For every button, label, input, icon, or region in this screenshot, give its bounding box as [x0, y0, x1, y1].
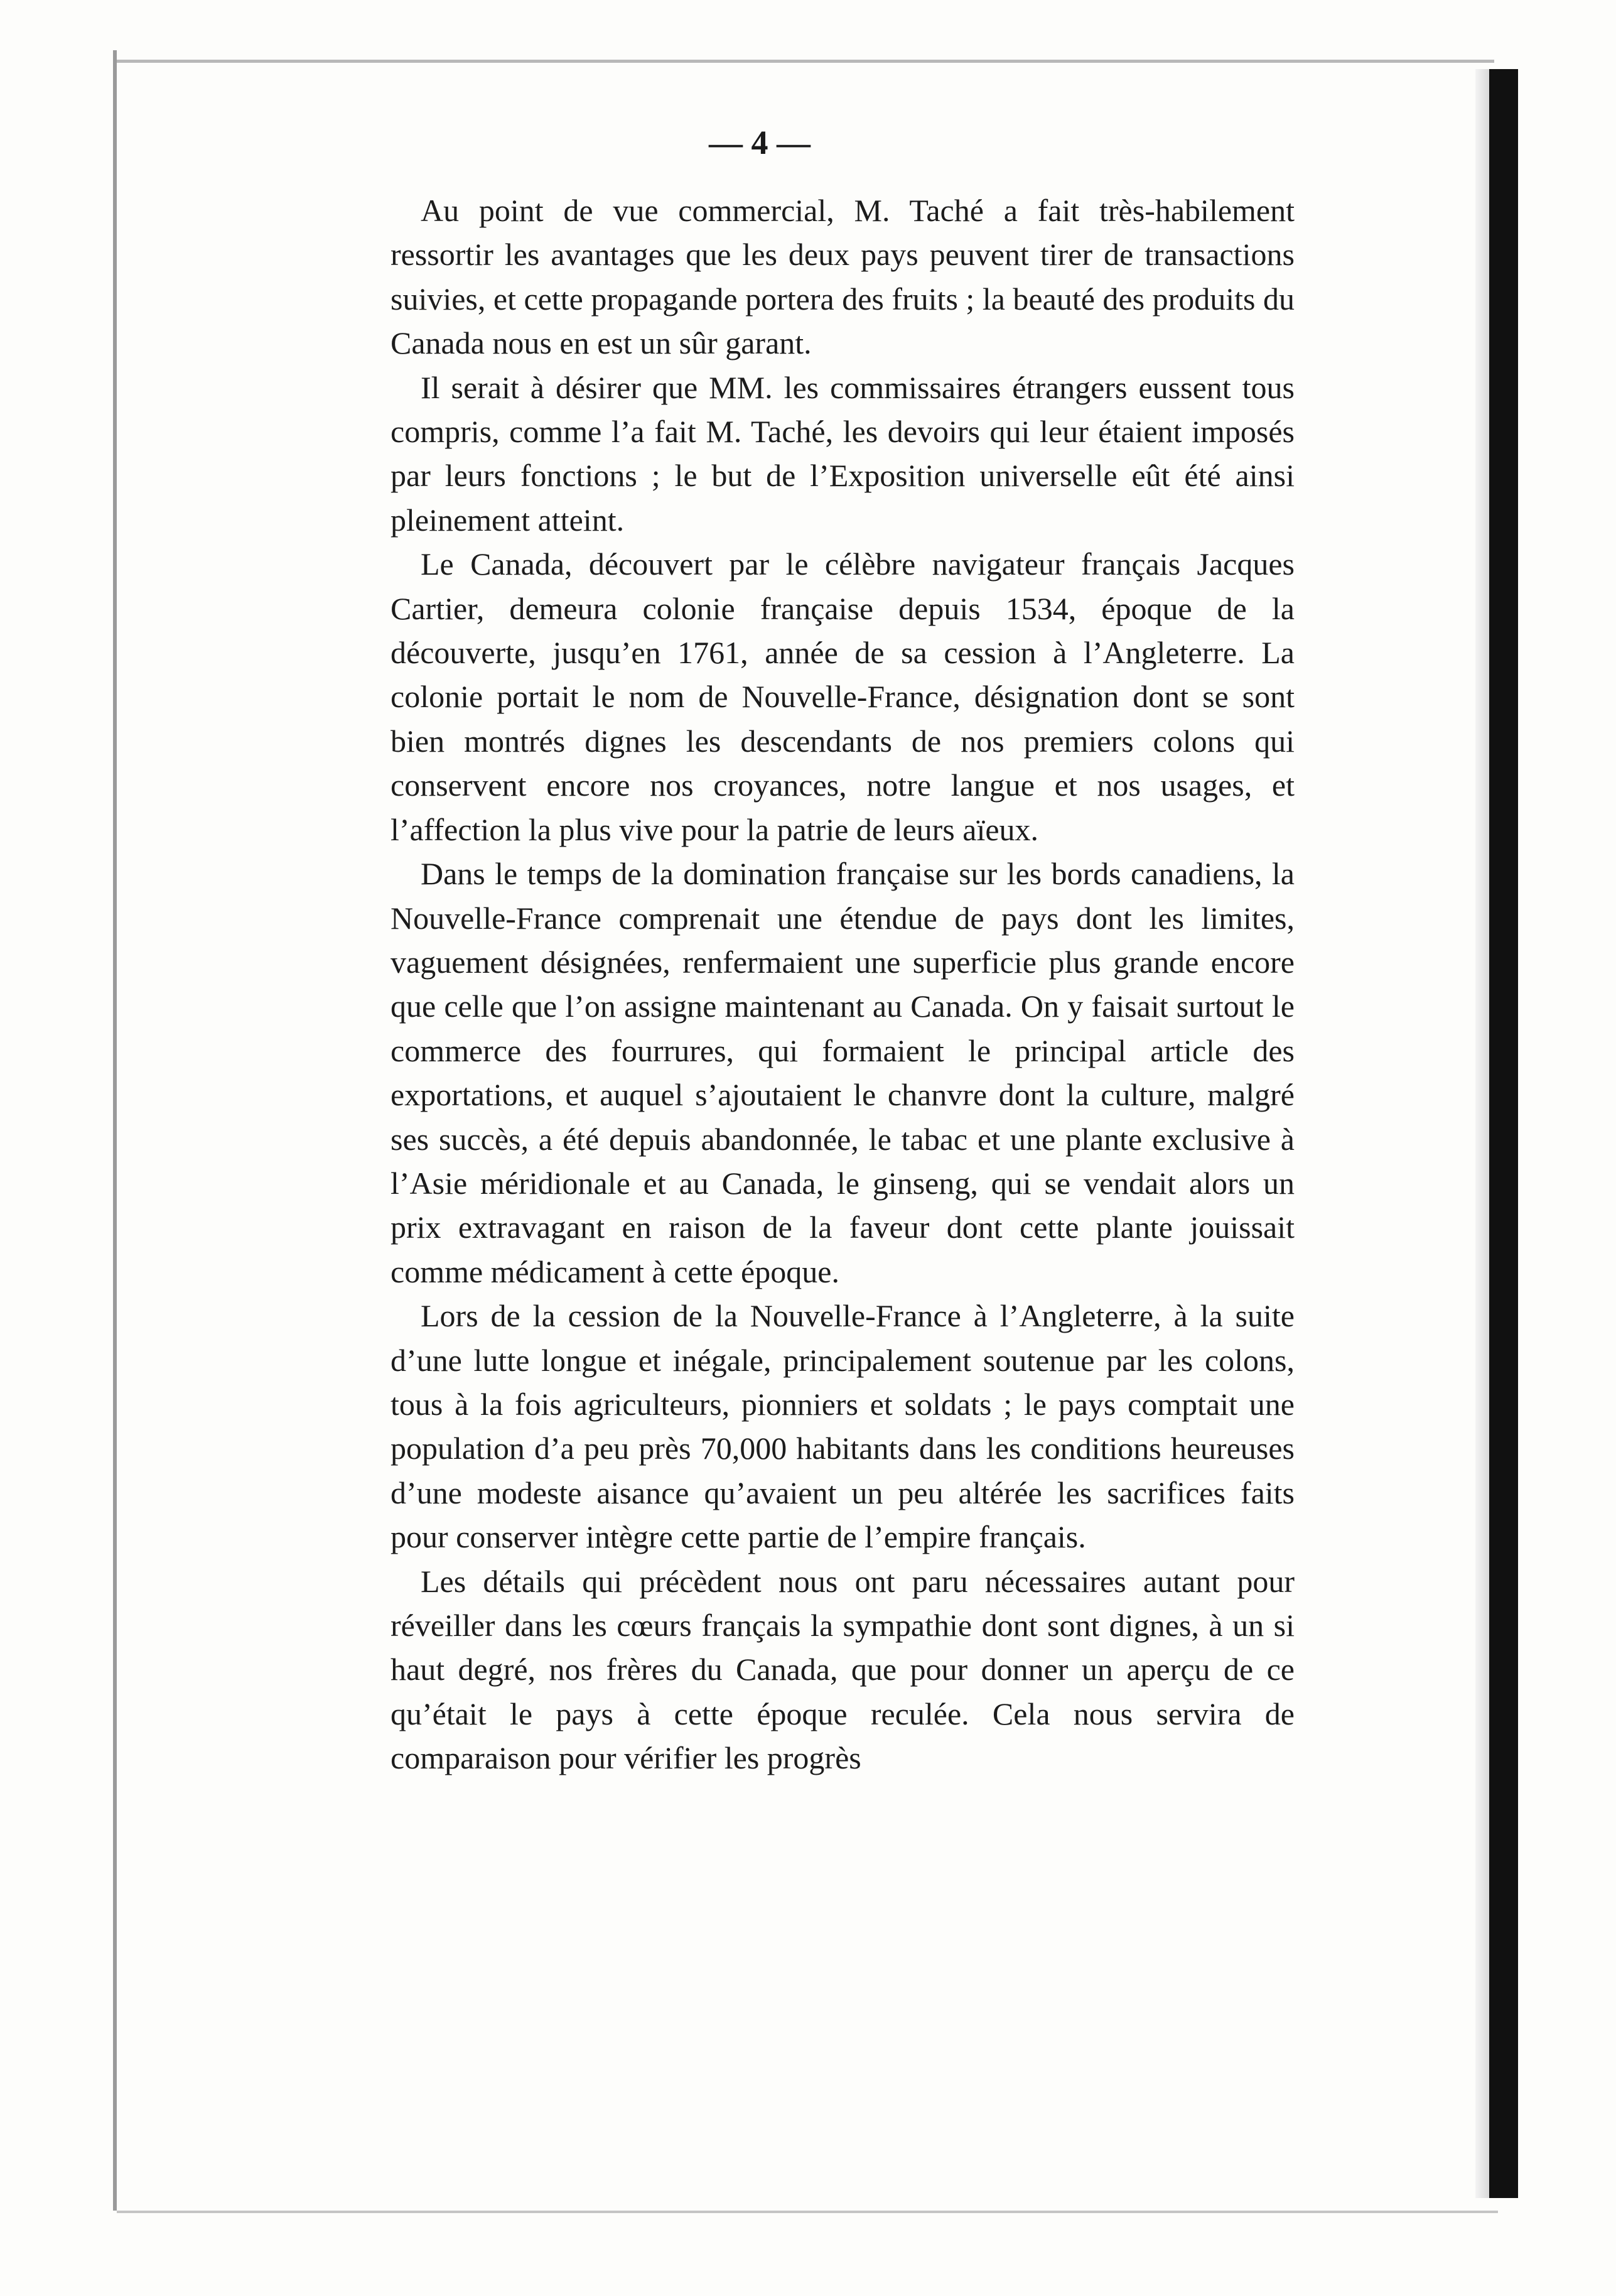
paragraph: Au point de vue commercial, M. Taché a fait très-habilement ressortir les avantages que les deux pays peuvent tirer de transactions suivies, et cette propagande portera des fruits ; la beauté des produits du Canada nous en est un sûr garant.: [391, 193, 1295, 361]
paragraph: Lors de la cession de la Nouvelle-France à l’Angleterre, à la suite d’une lutte longue et inégale, principalement soutenue par les colons, tous à la fois agriculteurs, pionniers et soldats ; le pays comptait une population d’a peu près 70,000 habitants dans les conditions heureuses d’une modeste aisance qu’avaient un peu altérée les sacrifices faits pour conserver intègre cette partie de l’empire français.: [391, 1298, 1295, 1555]
page-bottom-edge: [117, 2211, 1498, 2213]
page-top-edge: [113, 60, 1494, 63]
book-binding-edge: [1489, 69, 1518, 2198]
body-text: [391, 188, 1295, 1780]
paragraph: Dans le temps de la domination française sur les bords canadiens, la Nouvelle-France comprenait une étendue de pays dont les limites, vaguement désignées, renfermaient une superficie plus grande encore que celle que l’on assigne maintenant au Canada. On y faisait surtout le commerce des fourrures, qui formaient le principal article des exportations, et auquel s’ajoutaient le chanvre dont la culture, malgré ses succès, a été depuis abandonnée, le tabac et une plante exclusive à l’Asie méridionale et au Canada, le ginseng, qui se vendait alors un prix extravagant en raison de la faveur dont cette plante jouissait comme médicament à cette époque.: [391, 856, 1295, 1289]
page-number: — 4 —: [709, 124, 811, 161]
page-left-edge: [113, 50, 117, 2211]
paragraph: Le Canada, découvert par le célèbre navigateur français Jacques Cartier, demeura colonie française depuis 1534, époque de la découverte, jusqu’en 1761, année de sa cession à l’Angleterre. La colonie portait le nom de Nouvelle-France, désignation dont se sont bien montrés dignes les descendants de nos premiers colons qui conservent encore nos croyances, notre langue et nos usages, et l’affection la plus vive pour la patrie de leurs aïeux.: [391, 546, 1295, 847]
paragraph: Les détails qui précèdent nous ont paru nécessaires autant pour réveiller dans les cœurs français la sympathie dont sont dignes, à un si haut degré, nos frères du Canada, que pour donner un aperçu de ce qu’était le pays à cette époque reculée. Cela nous servira de comparaison pour vérifier les progrès: [391, 1563, 1295, 1776]
paragraph: Il serait à désirer que MM. les commissaires étrangers eussent tous compris, comme l’a fait M. Taché, les devoirs qui leur étaient imposés par leurs fonctions ; le but de l’Exposition universelle eût été ainsi pleinement atteint.: [391, 369, 1295, 538]
binding-shadow: [1475, 69, 1489, 2198]
